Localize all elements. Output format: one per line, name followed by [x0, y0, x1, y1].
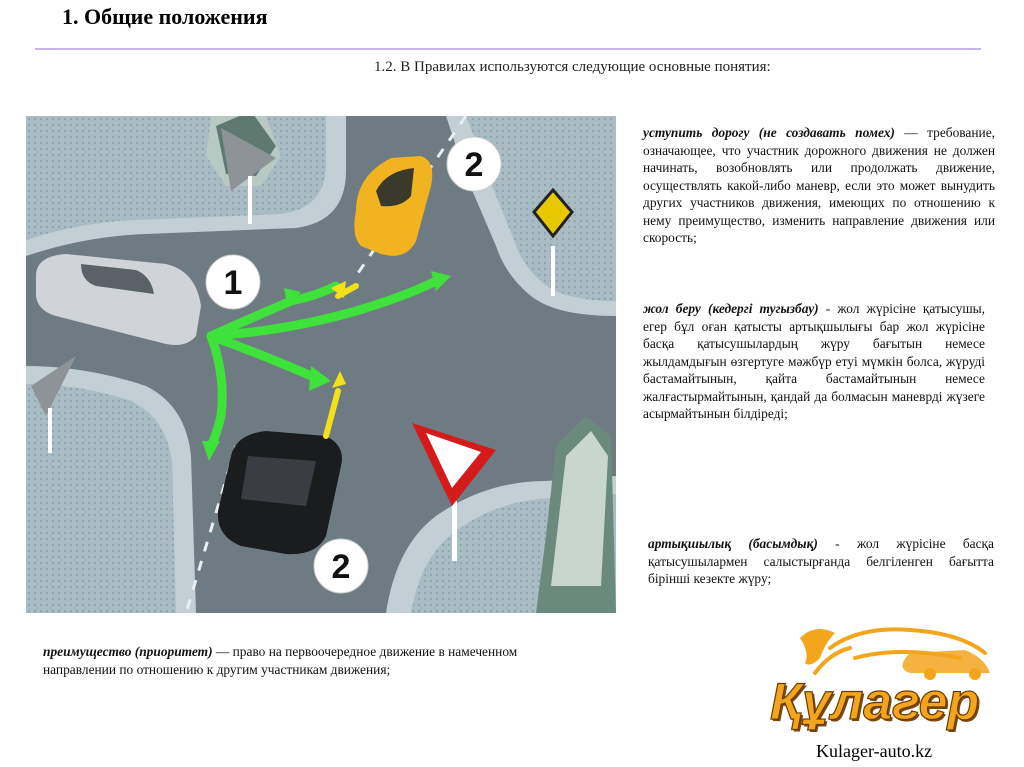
section-subtitle: 1.2. В Правилах используются следующие основные понятия:	[374, 59, 771, 75]
badge-2-top-label: 2	[464, 146, 484, 184]
badge-1	[206, 255, 260, 309]
definition-term: артықшылық (басымдық)	[648, 536, 818, 551]
definition-term: преимущество (приоритет)	[43, 644, 213, 659]
definition-text: — требование, означающее, что участник дорожного движения не должен начинать, возобновлять или продолжать движение, осуществлять какой-либо маневр, если это может вынудить других участников движения, имеющих по отношению к нему преимущество, изменить направление движения или скорость;	[643, 125, 995, 245]
badge-1-label: 1	[223, 264, 243, 302]
definition-text: — право на первоочередное движение в намеченном направлении по отношению к другим участникам движения;	[43, 644, 518, 677]
definition-text: - жол жүрісіне қатысушы, егер бұл оған қатысты артықшылығы бар жол жүрісіне басқа қатысушылардың жүру бағытын немесе жылдамдығын өзгертуге мәжбүр етуі мүмкін болса, жүруді бастамайтынын, қайта бастамайтынын немесе жалғастырмайтынын, қандай да болмасын маневрді жүзеге асырмайтынын білдіреді;	[643, 301, 985, 421]
website-link[interactable]: Kulager-auto.kz	[816, 741, 933, 761]
badge-2-bottom	[314, 539, 368, 593]
badge-2-bottom-label: 2	[331, 548, 351, 586]
definition-give-way-kz	[643, 300, 985, 423]
badge-2-top	[447, 137, 501, 191]
car-black	[218, 431, 342, 554]
logo-wordmark: Құлагер	[770, 673, 980, 731]
definition-priority-ru	[43, 643, 593, 678]
definition-term: уступить дорогу (не создавать помех)	[643, 125, 895, 140]
title-divider	[35, 48, 981, 50]
intersection-illustration	[26, 116, 616, 613]
definition-term: жол беру (кедергі тугызбау)	[643, 301, 819, 316]
definition-priority-kz	[648, 535, 994, 588]
page-title: 1. Общие положения	[62, 4, 268, 29]
definition-give-way-ru	[643, 124, 995, 247]
definition-text: - жол жүрісіне басқа қатысушылармен салыстырғанда белгіленген бағытта бірінші кезекте жүру;	[648, 536, 994, 586]
